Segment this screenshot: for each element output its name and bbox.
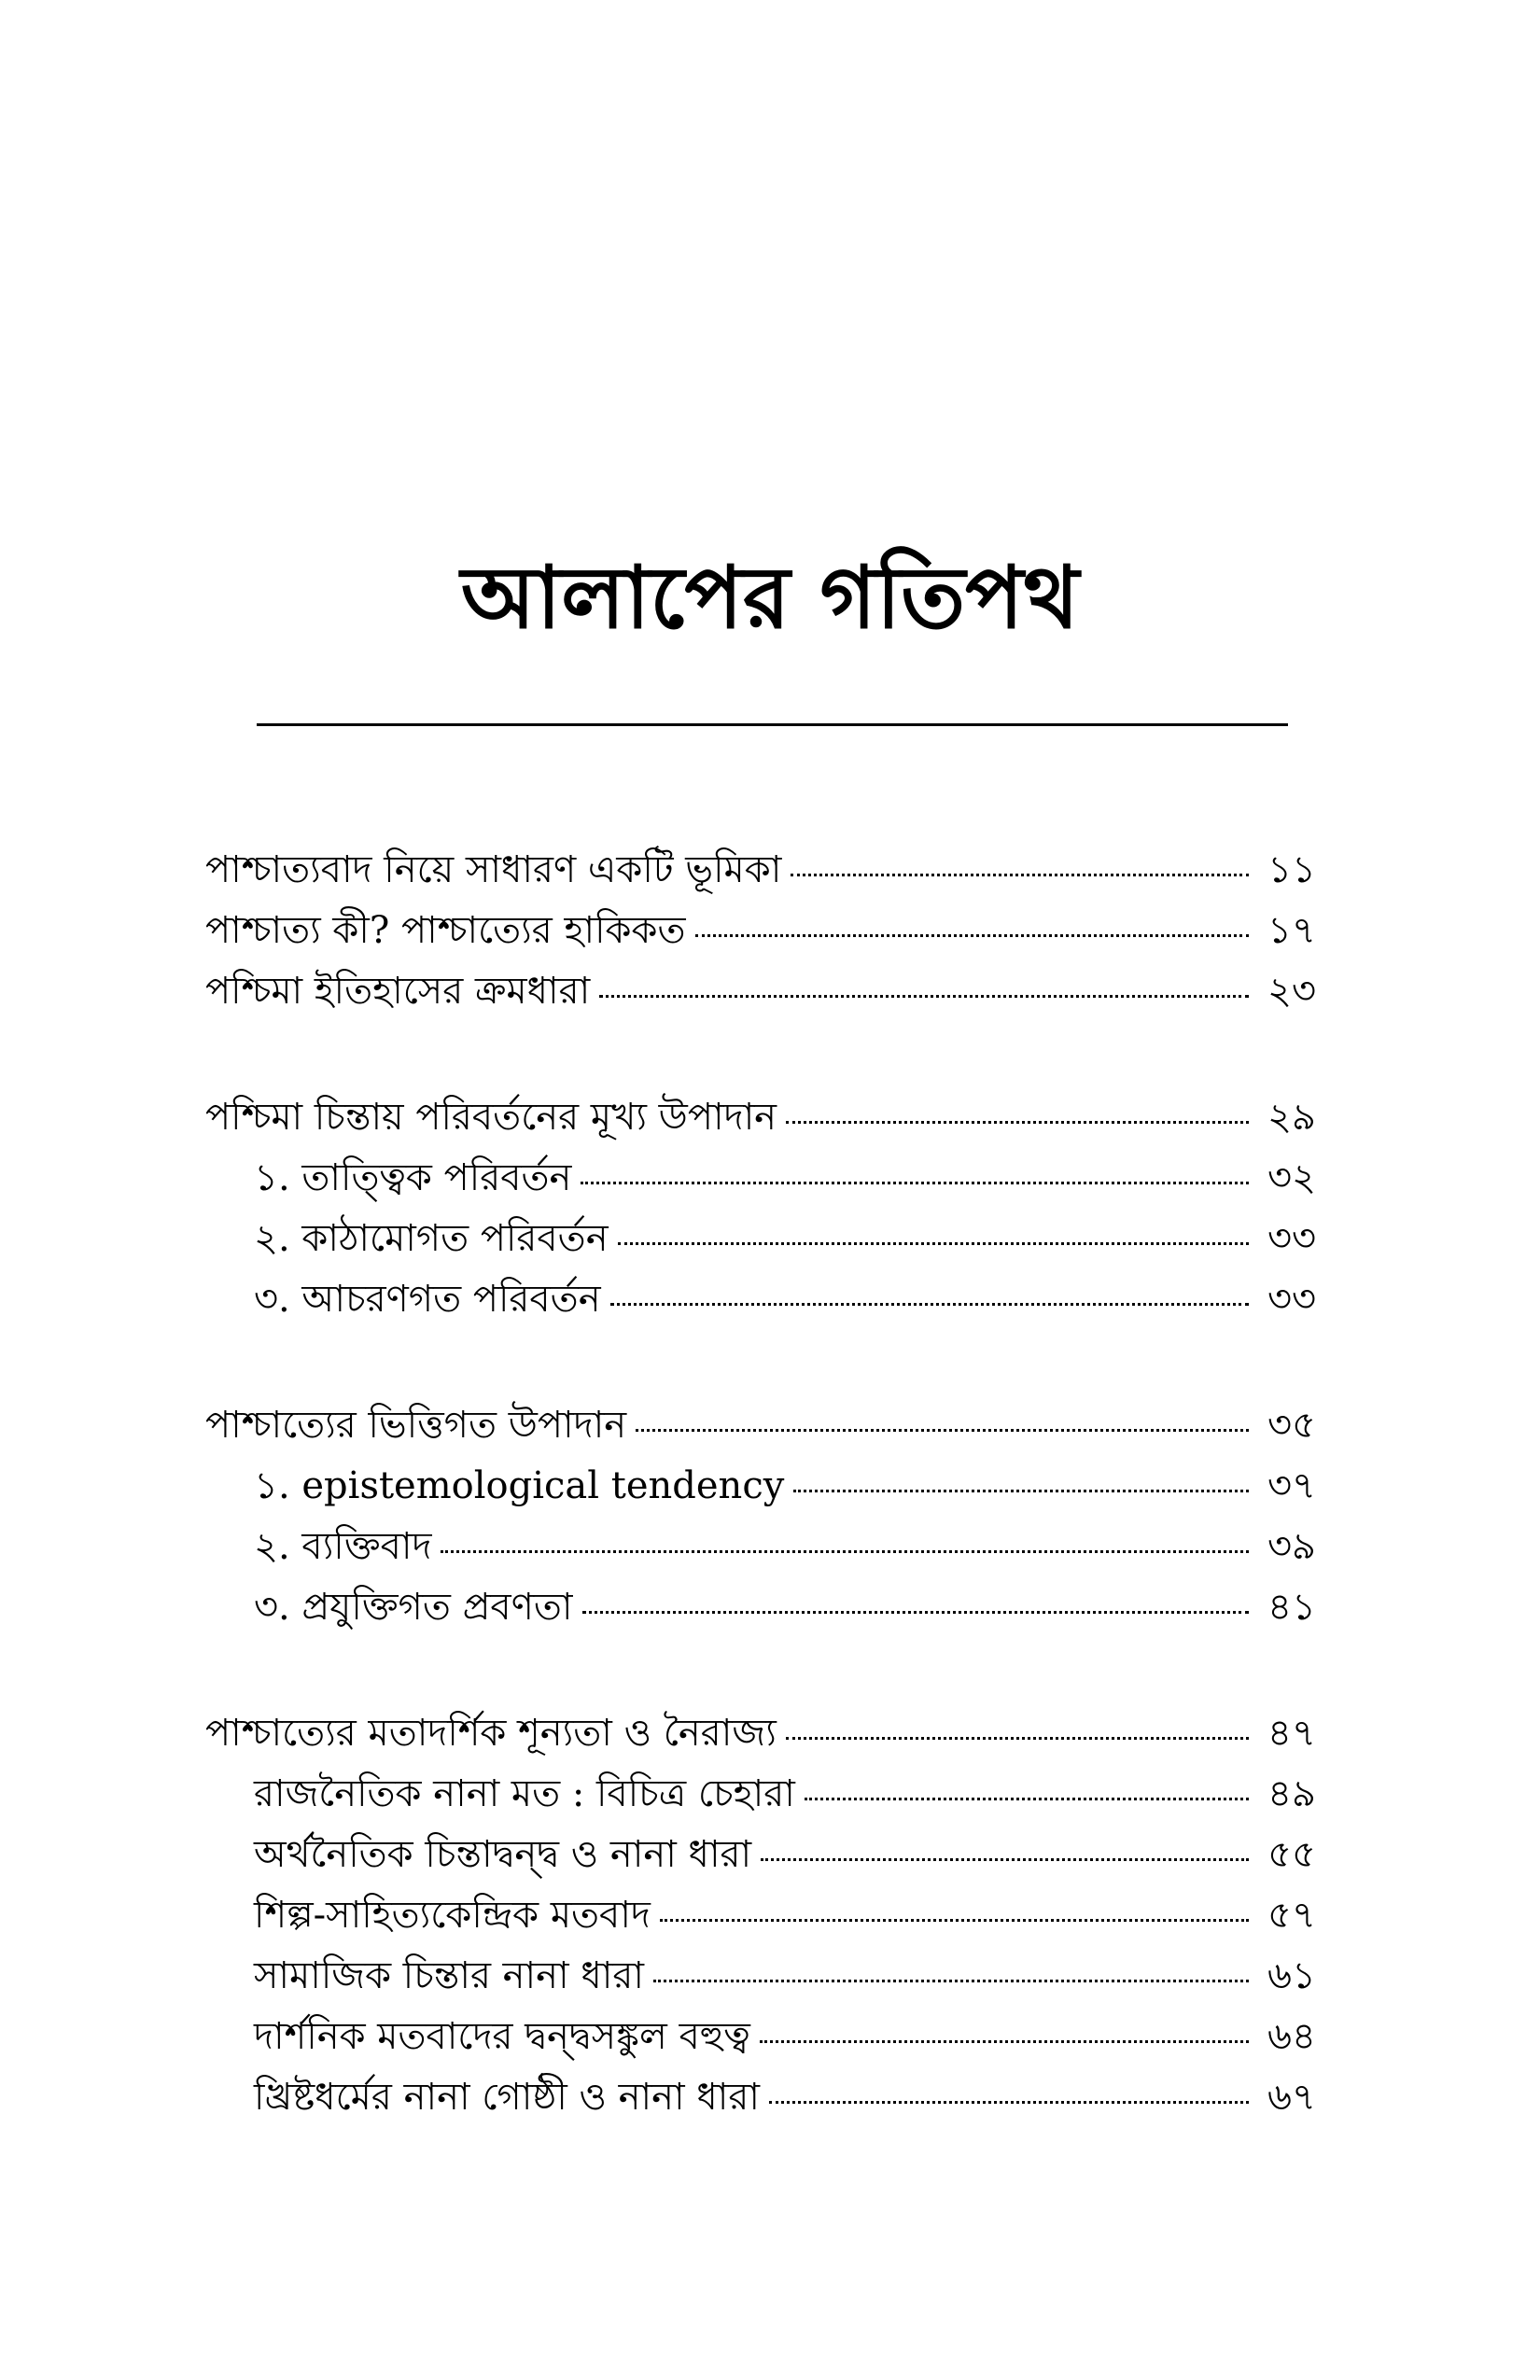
toc-page-number: ৬১: [1267, 1954, 1316, 1997]
toc-entry: [205, 901, 1316, 961]
toc-page-number: ৩৩: [1267, 1278, 1316, 1321]
toc-entry-label: খ্রিষ্টধর্মের নানা গোষ্ঠী ও নানা ধারা: [254, 2076, 760, 2119]
toc-entry-label: দার্শনিক মতবাদের দ্বন্দ্বসঙ্কুল বহুত্ব: [254, 2015, 750, 2058]
toc-page-number: ৩২: [1267, 1156, 1316, 1199]
toc-leader-dots: [599, 995, 1249, 998]
toc-entry-label: পাশ্চাত্যের মতাদর্শিক শূন্যতা ও নৈরাজ্য: [205, 1712, 777, 1755]
toc-page-number: ৪১: [1267, 1586, 1316, 1629]
toc-subentry: [205, 2067, 1316, 2128]
toc-subentry: [205, 1148, 1316, 1209]
toc-subentry: [205, 1825, 1316, 1885]
toc-leader-dots: [791, 874, 1249, 876]
toc-entry: [205, 1703, 1316, 1764]
toc-entry-label: রাজনৈতিক নানা মত : বিচিত্র চেহারা: [254, 1772, 795, 1815]
toc-entry-label: ২. ব্যক্তিবাদ: [254, 1525, 432, 1568]
toc-entry-label: অর্থনৈতিক চিন্তাদ্বন্দ্ব ও নানা ধারা: [254, 1833, 752, 1876]
toc-entry: [205, 961, 1316, 1022]
toc-subentry: [205, 1517, 1316, 1577]
toc-entry-label: ৩. আচরণগত পরিবর্তন: [254, 1278, 601, 1321]
toc-page-number: ৩৫: [1267, 1404, 1316, 1447]
toc-page-number: ৪৯: [1267, 1772, 1316, 1815]
toc-leader-dots: [660, 1919, 1249, 1922]
toc-page-number: ৫৭: [1267, 1894, 1316, 1937]
toc-subentry: [205, 1885, 1316, 1946]
toc-page-number: ২৯: [1267, 1096, 1316, 1139]
toc-entry-label: সামাজিক চিন্তার নানা ধারা: [254, 1954, 644, 1997]
toc-leader-dots: [761, 1858, 1249, 1861]
title-divider: [257, 723, 1288, 726]
toc-entry-label: পাশ্চাত্যের ভিত্তিগত উপাদান: [205, 1404, 627, 1447]
toc-page-number: ২৩: [1267, 970, 1316, 1013]
toc-page-number: ১১: [1267, 848, 1316, 891]
toc-page-number: ৩৭: [1267, 1464, 1316, 1507]
toc-leader-dots: [610, 1303, 1249, 1306]
toc-leader-dots: [636, 1429, 1249, 1432]
toc-leader-dots: [786, 1121, 1249, 1124]
toc-leader-dots: [786, 1737, 1249, 1740]
toc-entry-label: পশ্চিমা ইতিহাসের ক্রমধারা: [205, 970, 591, 1013]
toc-leader-dots: [805, 1798, 1249, 1800]
toc-leader-dots: [793, 1490, 1249, 1492]
toc-subentry: [205, 2007, 1316, 2067]
toc-section-foundations: [205, 1395, 1316, 1638]
toc-subentry: [205, 1269, 1316, 1330]
toc-page-number: ৩৯: [1267, 1525, 1316, 1568]
toc-entry-label: পশ্চিমা চিন্তায় পরিবর্তনের মূখ্য উপাদান: [205, 1096, 777, 1139]
toc-leader-dots: [695, 934, 1249, 937]
toc-page-number: ৬৭: [1267, 2076, 1316, 2119]
toc-leader-dots: [769, 2101, 1249, 2104]
toc-entry-label: ৩. প্রযুক্তিগত প্রবণতা: [254, 1586, 573, 1629]
toc-entry-label: পাশ্চাত্য কী? পাশ্চাত্যের হাকিকত: [205, 909, 686, 952]
toc-subentry: [205, 1456, 1316, 1517]
toc-subentry: [205, 1764, 1316, 1825]
toc-page-number: ৩৩: [1267, 1217, 1316, 1260]
toc-entry-label: ১. epistemological tendency: [254, 1464, 785, 1507]
page-title: আলাপের গতিপথ: [460, 547, 1080, 648]
toc-section-ideology: [205, 1703, 1316, 2128]
toc-leader-dots: [581, 1182, 1249, 1184]
toc-leader-dots: [582, 1611, 1250, 1614]
toc-entry-label: শিল্প-সাহিত্যকেন্দ্রিক মতবাদ: [254, 1894, 651, 1937]
table-of-contents: [205, 840, 1316, 2193]
toc-leader-dots: [441, 1550, 1249, 1553]
toc-entry: [205, 1395, 1316, 1456]
toc-page-number: ৫৫: [1267, 1833, 1316, 1876]
toc-page-number: ১৭: [1267, 909, 1316, 952]
toc-entry: [205, 1087, 1316, 1148]
toc-page-number: ৬৪: [1267, 2015, 1316, 2058]
toc-subentry: [205, 1577, 1316, 1638]
toc-entry: [205, 840, 1316, 901]
toc-leader-dots: [760, 2040, 1249, 2043]
toc-leader-dots: [618, 1242, 1249, 1245]
toc-section-change: [205, 1087, 1316, 1330]
toc-entry-label: পাশ্চাত্যবাদ নিয়ে সাধারণ একটি ভূমিকা: [205, 848, 782, 891]
toc-entry-label: ২. কাঠামোগত পরিবর্তন: [254, 1217, 609, 1260]
toc-entry-label: ১. তাত্ত্বিক পরিবর্তন: [254, 1156, 572, 1199]
toc-page-number: ৪৭: [1267, 1712, 1316, 1755]
toc-subentry: [205, 1209, 1316, 1269]
toc-subentry: [205, 1946, 1316, 2007]
toc-leader-dots: [653, 1980, 1249, 1982]
toc-section-intro: [205, 840, 1316, 1022]
